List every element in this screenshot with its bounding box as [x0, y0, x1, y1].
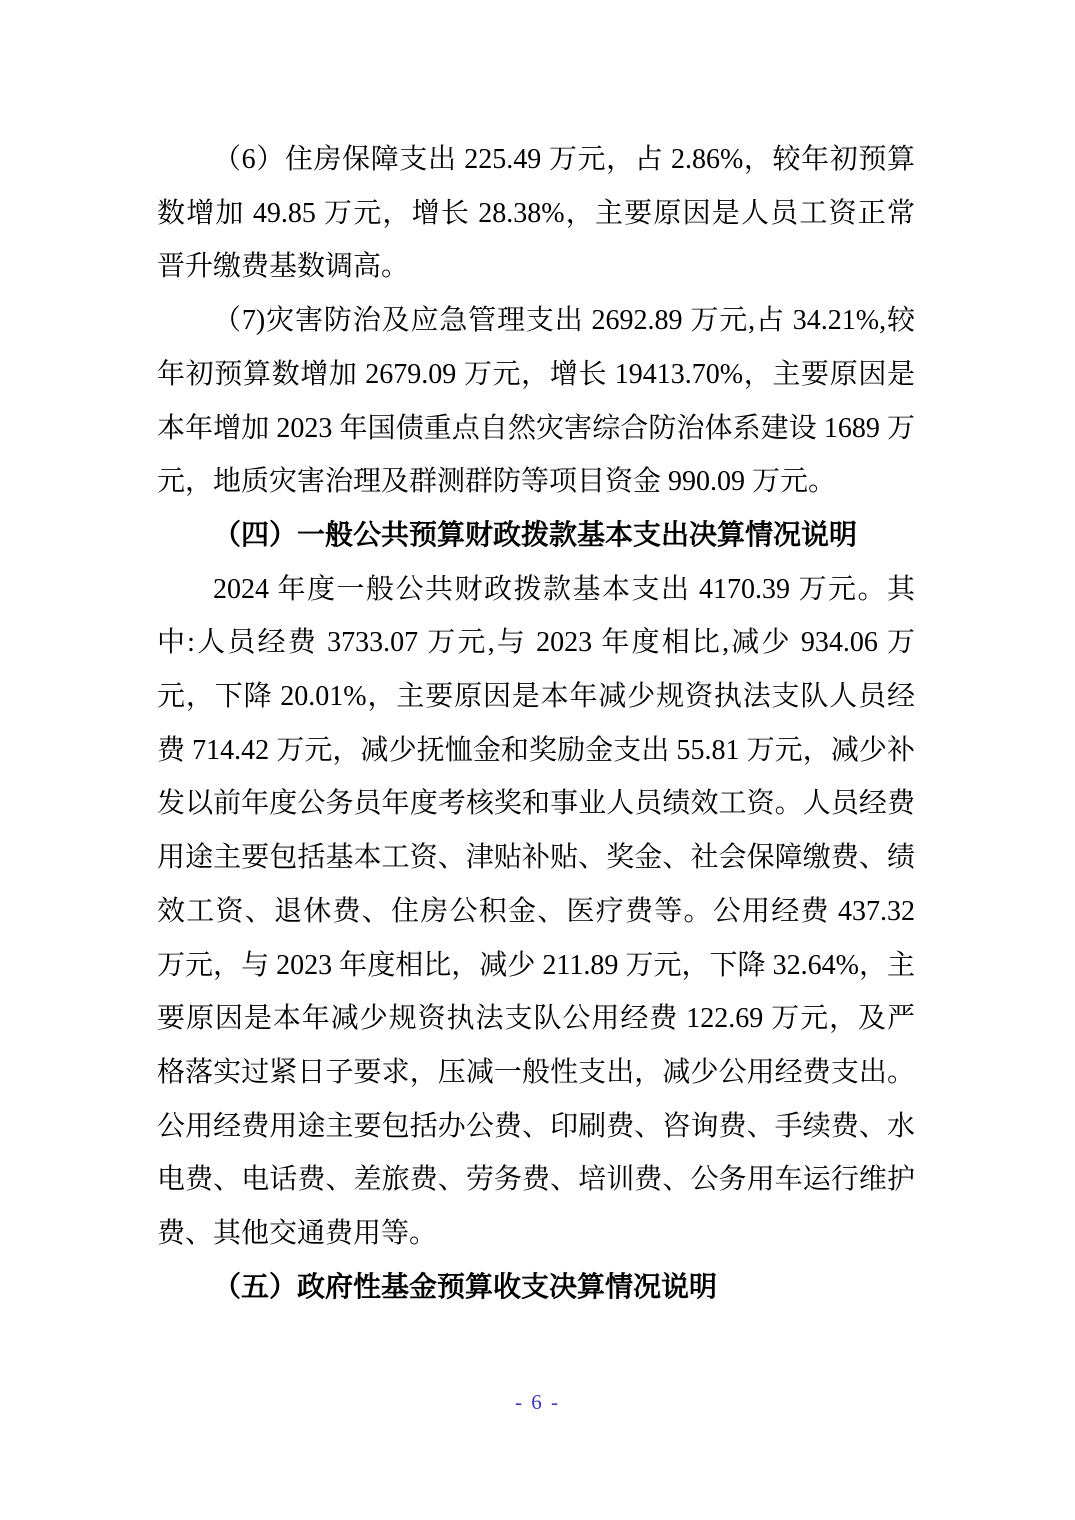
body-paragraph: 2024 年度一般公共财政拨款基本支出 4170.39 万元。其中:人员经费 3733.07 万元,与 2023 年度相比,减少 934.06 万元，下降 20.01%，主要原因是本年减少规资执法支队人员经费 714.42 万元，减少抚恤金和奖励金支出 55.81 万元，减少补发以前年度公务员年度考核奖和事业人员绩效工资。人员经费用途主要包括基本工资、津贴补贴、奖金、社会保障缴费、绩效工资、退休费、住房公积金、医疗费等。公用经费 437.32 万元，与 2023 年度相比，减少 211.89 万元，下降 32.64%，主要原因是本年减少规资执法支队公用经费 122.69 万元，及严格落实过紧日子要求，压减一般性支出，减少公用经费支出。公用经费用途主要包括办公费、印刷费、咨询费、手续费、水电费、电话费、差旅费、劳务费、培训费、公务用车运行维护费、其他交通费用等。 [157, 573, 915, 1250]
body-paragraph: （7)灾害防治及应急管理支出 2692.89 万元,占 34.21%,较年初预算数增加 2679.09 万元，增长 19413.70%，主要原因是本年增加 2023 年国债重点自然灾害综合防治体系建设 1689 万元，地质灾害治理及群测群防等项目资金 990.09 万元。 [157, 305, 915, 498]
document-content [157, 133, 915, 1314]
page-number: - 6 - [515, 1390, 560, 1414]
page-footer [0, 1389, 1075, 1415]
section-heading: （四）一般公共预算财政拨款基本支出决算情况说明 [213, 519, 858, 551]
section-heading: （五）政府性基金预算收支决算情况说明 [213, 1271, 718, 1303]
body-paragraph: （6）住房保障支出 225.49 万元，占 2.86%，较年初预算数增加 49.85 万元，增长 28.38%，主要原因是人员工资正常晋升缴费基数调高。 [157, 144, 915, 283]
